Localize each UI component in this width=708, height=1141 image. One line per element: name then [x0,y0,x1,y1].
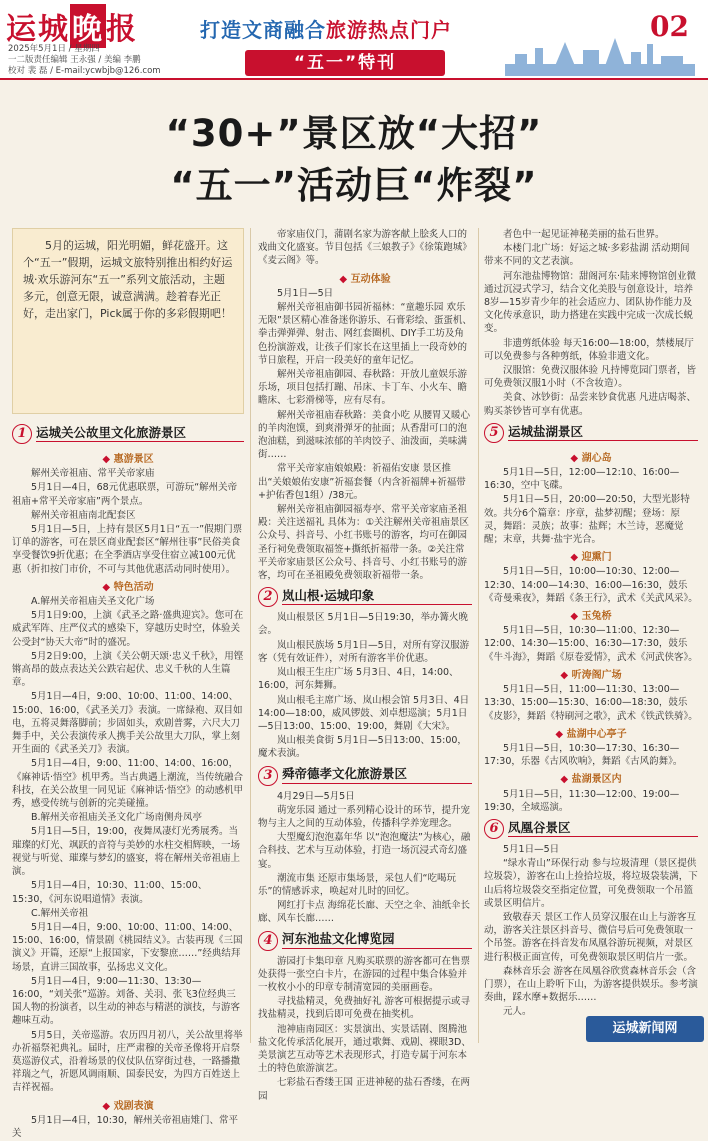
headline-line-1: “30+”景区放“大招” [165,112,543,155]
paragraph: 河东池盐博物馆：甜阁河东·陆来博物馆创业微通过沉浸式学习，结合文化美股与创意设计，培养8岁—15岁青少年的社会适应力、团队协作能力及文化传承意识，助力搭建在实践中完成一次成长蜕变。 [484,270,697,335]
page-number: 02 [650,10,689,43]
section-number: 1 [12,424,32,444]
paragraph: 岚山根美食街 5月1日—5日13:00、15:00，魔术表演。 [258,735,467,760]
section-number: 2 [258,587,278,607]
paragraph: 解州关帝祖庙御园福寿亭、常平关帝家庙圣祖殿：关注送福礼 具体为：①关注解州关帝祖庙景区公众号、抖音号、小红书账号的游客，均可在御园圣行祠免费领取福签+撕纸折福带一条。②关注常平关帝家庙景区公众号、抖音号、小红书账号的游客，均可在圣祖殿免费领取祈福带一条。 [258,504,470,582]
paragraph: 5月1日—5日，10:30—17:30、16:30—17:30，乐器《古风吹响》，舞蹈《古风韵舞》。 [484,742,683,768]
logo-text-c: 报 [106,12,138,47]
column-3 [484,228,698,1020]
paragraph: 者色中一起见证神秘美丽的盐石世界。 [503,229,665,240]
paragraph: 5月1日—5日，12:00—12:10、16:00—16:30，空中飞碟。 [484,467,680,492]
subheading: ◆ 互动体验 [258,273,472,286]
paragraph: 5月1日—5日，11:30—12:00、19:00—19:30，全域巡演。 [484,788,680,813]
paragraph: 解州关帝祖庙春秋路：美食小吃 从腰胃又暖心的羊肉泡馍，到爽滑弹牙的扯面；从香甜可口的泡泡油糕，到滋味浓郁的羊肉饺子、油泼面，美味满街…… [258,409,471,461]
intro-text: 5月的运城，阳光明媚，鲜花盛开。这个“五一”假期，运城文旅特别推出相约好运城·欢乐游河东“五一”系列文旅活动，主题多元，创意无限，诚意满满。趁着春光正好，走出家门，Pick属于你的多彩假期吧！ [23,239,233,320]
paragraph: 潮流市集 还原市集场景，采包人们“吃喝玩乐”的情感诉求，唤起对儿时的回忆。 [258,872,456,897]
section-header [258,762,472,790]
paragraph: 5月5日，关帝巡游。农历四月初八，关公故里将举办祈福祭祀典礼。届时，庄严肃穆的关帝圣像将开启祭莫巡游仪式，沿着场景的仪仗队伍穿街过巷，一路播撒祥瑞之气，祈愿风调雨顺、国泰民安，为四方百姓送上吉祥祝福。 [12,1029,243,1094]
section-number: 3 [258,766,278,786]
section-title: 岚山根·运城印象 [282,589,472,605]
paragraph: 5月1日—4日，10:30、11:00、15:00、15:30，《河东说唱道情》表演。 [12,880,208,905]
paragraph: 5月1日—4日，9:00、10:00、11:00、14:00、15:00、16:00，情景剧《桃园结义》。古装再现《三国演义》开篇，还原“上报国家，下安黎庶……”经典结拜场景，直讲三国故事，弘扬忠义文化。 [12,921,243,973]
paragraph: 5月2日9:00，上演《关公朝天颂·忠义千秋》，用铿锵高昂的鼓点表达关公跌宕起伏、忠义千秋的人生篇章。 [12,650,244,689]
editors-line: 一二版责任编辑 王永强 / 美编 李鹏 [8,55,141,65]
subheading: ◆ 特色活动 [12,581,244,594]
subheading: ◆ 盐湖景区内 [484,773,698,786]
paragraph: 4月29日—5月5日 [277,790,355,802]
intro-box [12,228,244,414]
paragraph: 游园打卡集印章 凡购买联票的游客都可在售票处获得一张空白卡片，在游园的过程中集合体验并一枚枚小小的印章专制清宽园的美丽画卷。 [258,955,471,993]
newspaper-logo[interactable] [6,4,138,48]
section-header [12,420,244,448]
paragraph: 岚山根民族场 5月1日—5日，对所有穿汉服游客（凭有效证件），对所有游客半价优惠。 [258,639,470,664]
paragraph: C.解州关帝祖 [31,907,89,919]
section-title: 凤凰谷景区 [508,821,698,837]
paragraph: 5月1日—4日，68元优惠联票，可游玩“解州关帝祖庙+常平关帝家庙”两个景点。 [12,482,238,507]
section-title: 舜帝德孝文化旅游景区 [282,767,472,783]
paragraph: 七彩盐石香缕王国 正进神秘的盐石香缕，在两园 [258,1077,471,1102]
paragraph: 岚山根王生庄广场 5月3日、4日，14:00、16:00，河东舞狮。 [258,667,459,692]
subheading: ◆ 戏剧表演 [12,1100,244,1113]
section-header [258,583,472,611]
paragraph: 汉服馆：免费汉服体验 凡持博览园门票者，皆可免费领汉服1小时（不含妆造）。 [484,365,697,390]
section-header [258,927,472,955]
paragraph: 5月1日—4日，9:00、10:00、11:00、14:00、15:00、16:00，《武圣关刀》表演。一席緑袍、双目如电，五将灵舞落脚前；步固如头，欢剧普雾，六尺大刀舞手中，关公表演传承人携手关公故里大刀队，掌上刻开生面的《武圣关刀》表演。 [12,691,243,756]
section-title: 运城关公故里文化旅游景区 [36,426,244,442]
paragraph: 池神庙南园区：实景演出、实景话剧、图腾池盐文化传承活化展开，通过歌舞、戏剧、裸眼3D、美景演艺互动等艺术表现形式，打造专属于河东本土的特色旅游演艺。 [258,1023,471,1075]
special-issue-banner: “五一”特刊 [245,50,445,76]
skyline-illustration [505,36,695,76]
paragraph: 解州关帝祖庙、常平关帝家庙 [31,468,155,480]
paragraph: 5月1日9:00，上演《武圣之路·盛典迎宾》。您可在威武军阵、庄严仪式的感染下，穿越历史时空，体验关公受封“协天大帝”时的盛况。 [12,610,244,648]
paragraph: 元人。 [503,1006,532,1018]
column-divider [478,228,479,1043]
paragraph: 5月1日—5日，上持有景区5月1日“五一”假期门票订单的游客，可在景区商业配套区“解州往事”民俗美食享受餐饮9折优惠；在全季酒店享受住宿立减100元优惠（折扣按门市价，不可与其他优惠活动同时使用）。 [12,524,243,575]
proofreader-line: 校对 裴 磊 / E-mail:ycwbjb@126.com [8,66,161,76]
paragraph: 5月1日—5日，20:00—20:50，大型光影特效。共分6个篇章：序章，盐梦初醒；登场：原灵，舞蹈：灵族；故事：盐辉；木兰诗，恶魔觉醒；末章，共舞·盐宇光合。 [484,494,690,546]
paragraph: 5月1日—5日，19:00，夜舞凤凄灯光秀展秀。当璀璨的灯光、飒跃的音符与美妙的水柱交相辉映，一场视觉与听觉、璀璨与梦幻的盛宴，将在解州关帝祖庙上演。 [12,826,241,878]
paragraph: 常平关帝家庙娘娘殿：祈福佑安康 景区推出“关娘娘佑安康”祈福套餐（内含祈福牌+祈福带+护佑香包1组）/38元。 [258,463,466,501]
column-divider [250,228,251,1043]
section-header [484,815,698,843]
paragraph: 5月1日—4日，9:00—11:30、13:30—16:00，“刘关张”巡游。刘备、关羽、张飞3位经典三国人物的扮演者，以生动的神态与精湛的演技，与游客趣味互动。 [12,975,241,1027]
paragraph: 本楼门北广场：好运之城·多彩盐湖 活动期间带来不同的文艺表演。 [484,243,690,268]
paragraph: 大型魔幻泡泡嘉年华 以“泡泡魔法”为核心，融合科技、艺术与互动体验，打造一场沉浸式奇幻盛宴。 [258,832,471,870]
paragraph: 帝家庙仪门，蒲剧名家为游客献上脍炙人口的戏曲文化盛宴。节目包括《三娘教子》《徐策跑城》《麦云阁》等。 [258,229,472,267]
site-watermark: 运城新闻网 [586,1016,704,1042]
page-slogan [200,14,452,43]
paragraph: 萌宠乐园 通过一系列精心设计的环节，提升宠物与主人之间的互动体验，传播科学养宠理念。 [258,804,471,829]
slogan-part-a: 打造文商融合 [200,18,326,42]
section-number: 5 [484,423,504,443]
paragraph: 解州关帝祖庙南北配套区 [31,509,136,521]
section-title: 运城盐湖景区 [508,425,698,441]
paragraph: 5月1日—5日，11:00—11:30、13:00—13:30、15:00—15:30、16:00—18:30，鼓乐《皮影》，舞蹈《特刷河之歌》，武术《铁武铁骑》。 [484,684,698,722]
paragraph: 寻找盐精灵，免费抽好礼 游客可根据提示或寻找盐精灵，找到后即可免费在抽奖机。 [258,996,471,1021]
logo-text-a: 运城 [6,12,70,47]
paragraph: 5月1日—5日，10:30—11:00、12:30—12:00、14:30—15:00、16:30—17:30，鼓乐《牛斗海》，舞蹈《原卷爱情》，武术《河武侠客》。 [484,625,698,663]
paragraph: A.解州关帝祖庙关圣文化广场 [31,596,155,608]
paragraph: “绿水青山”环保行动 参与垃圾清理（景区提供垃圾袋），游客在山上捡拾垃圾，将垃圾袋装满，下山后将垃圾袋交至指定位置，可免费领取一个吊篮或景区明信片。 [484,858,698,909]
subheading: ◆ 惠游景区 [12,453,244,466]
section-number: 4 [258,931,278,951]
paragraph: 非遗剪纸体验 每天16:00—18:00，禁楼展厅可以免费参与各种剪纸，体验非遗文化。 [484,337,694,362]
subheading: ◆ 玉兔桥 [484,610,698,623]
paragraph: 5月1日—4日，9:00、11:00、14:00、16:00，《麻神话·悟空》机甲秀。当古典遇上潮流，当传统融合科技，在关公故里一同见证《麻神话·悟空》的动感机甲秀，感受传统与创新的完美碰撞。 [12,758,244,810]
paragraph: B.解州关帝祖庙关圣文化广场南侧舟凤亭 [31,812,203,824]
paragraph: 美食、冰钞街：品尝来钞食优惠 凡进店喝茶、购买茶钞皆可享有优惠。 [484,392,697,417]
paragraph: 致敬春天 景区工作人员穿汉服在山上与游客互动，游客关注景区抖音号、微信号后可免费领取一个吊签。游客在抖音发布凤凰谷游玩视频，对景区进行积极正面宣传，可免费领取景区明信片一张。 [484,911,697,963]
paragraph: 5月1日—4日，10:30，解州关帝祖庙雉门、常平关 [12,1114,239,1139]
dateline [8,44,161,77]
section-title: 河东池盐文化博览园 [282,932,472,948]
section-number: 6 [484,819,504,839]
paragraph: 岚山根景区 5月1日—5日19:30，举办篝火晚会。 [258,612,469,637]
paragraph: 5月1日—5日，10:00—10:30、12:00—12:30、14:00—14:30、16:00—16:30，鼓乐《奇曼乘夜》，舞蹈《条王行》，武术《关武风采》。 [484,566,698,604]
subheading: ◆ 迎熏门 [484,551,698,564]
paragraph: 网红打卡点 海绵花长廊、天空之伞、油纸伞长廊、风车长廊…… [258,900,471,925]
paragraph: 岚山根毛主席广场、岚山根会馆 5月3日、4日14:00—18:00，威风锣鼓、刘卓想巡演；5月1日—5日13:00、15:00、19:00，舞剧《大宋》。 [258,694,470,732]
column-2 [258,228,472,1104]
main-headline [0,108,708,212]
slogan-part-b: 旅游热点门户 [326,18,452,42]
paragraph: 解州关帝祖庙御书园祈福林：“童趣乐园 欢乐无限”景区精心准备迷你游乐、石膏彩绘、蛋蛋机、拳击弹弹弹、射击、网红套圈机、DIY手工坊及角色扮演游戏，让孩子们家长在这里插上一段奇妙的节日旅程，开启一段美好的童年记忆。 [258,302,472,366]
section-header [484,419,698,447]
issue-date: 2025年5月1日 / 星期四 [8,44,100,54]
paragraph: 解州关帝祖庙御园、春秋路：开放儿童娱乐游乐场，项目包括打蹦、吊床、卡丁车、小火车、瞻瞻床、七彩滑梯等，应有尽有。 [258,369,468,407]
subheading: ◆ 盐湖中心亭子 [484,728,698,741]
headline-line-2: “五一”活动巨“炸裂” [170,164,538,207]
subheading: ◆ 湖心岛 [484,452,698,465]
paragraph: 5月1日—5日 [503,843,560,855]
subheading: ◆ 听涛阁广场 [484,669,698,682]
paragraph: 5月1日—5日 [277,287,334,299]
logo-text-b: 晚 [70,4,106,48]
paragraph: 森林音乐会 游客在凤凰谷欣赏森林音乐会（含门票），在山上聆听下山，为游客提供娱乐。参考演奏曲，踩水摩+数据乐…… [484,965,698,1004]
column-1 [12,420,244,1141]
